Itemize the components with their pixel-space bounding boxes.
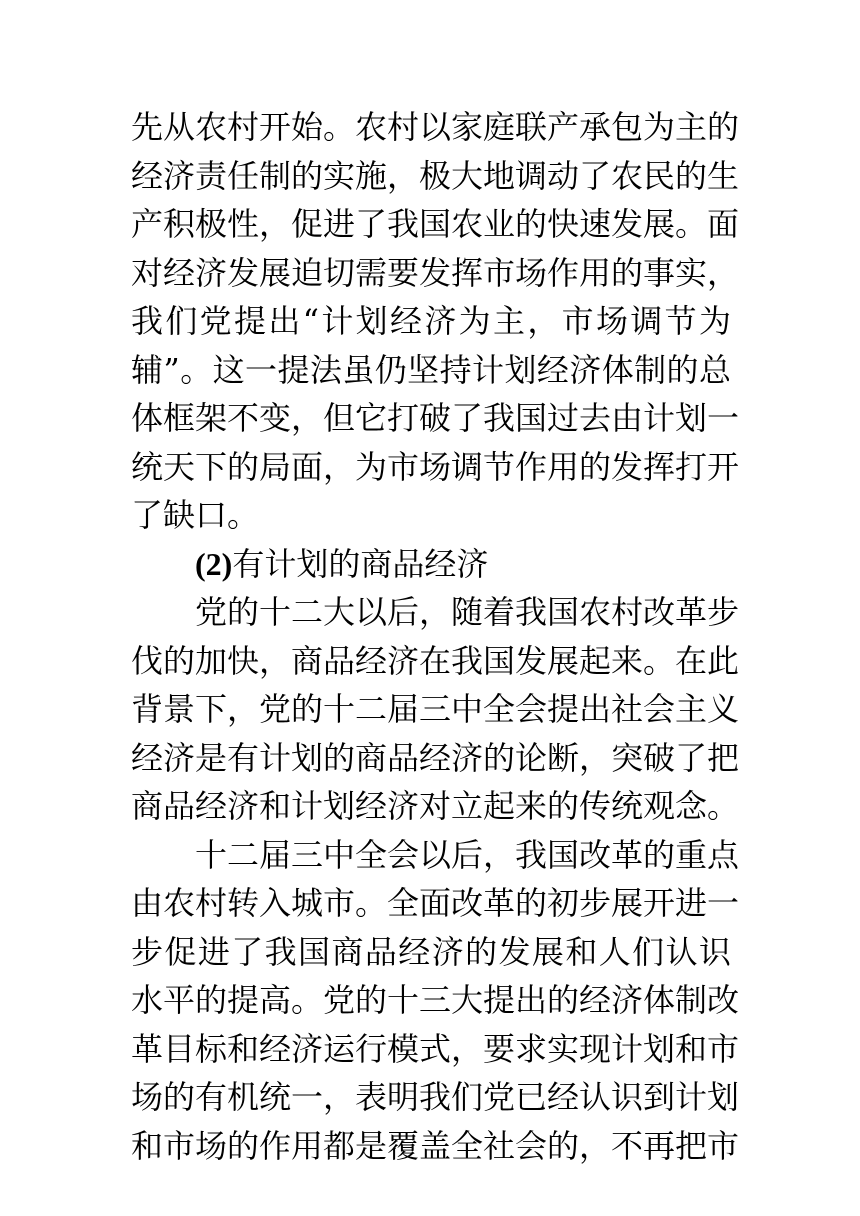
text-line: 了缺口。 [131, 496, 260, 534]
text-line: 步促进了我国商品经济的发展和人们认识 [131, 932, 731, 971]
text-line: 我们党提出“计划经济为主，市场调节为 [131, 302, 731, 340]
text-line: 场的有机统一，表明我们党已经认识到计划 [131, 1078, 740, 1116]
section-heading-number: (2) [195, 545, 233, 582]
text-line: 水平的提高。党的十三大提出的经济体制改 [131, 981, 740, 1019]
section-heading [131, 540, 731, 589]
text-line: 背景下，党的十二届三中全会提出社会主义 [131, 690, 740, 728]
text-line: 十二届三中全会以后，我国改革的重点 [195, 835, 740, 874]
text-line: 党的十二大以后，随着我国农村改革步 [195, 593, 740, 631]
text-line: 革目标和经济运行模式，要求实现计划和市 [131, 1029, 740, 1068]
text-line: 体框架不变，但它打破了我国过去由计划一 [131, 399, 740, 437]
text-line: 对经济发展迫切需要发挥市场作用的事实， [131, 253, 740, 292]
text-line: 由农村转入城市。全面改革的初步展开进一 [131, 884, 740, 922]
text-line: 经济是有计划的商品经济的论断，突破了把 [131, 738, 740, 777]
text-line: 先从农村开始。农村以家庭联产承包为主的 [131, 108, 740, 146]
text-line: 辅”。这一提法虽仍坚持计划经济体制的总 [131, 350, 731, 389]
text-line: 商品经济和计划经济对立起来的传统观念。 [131, 787, 740, 825]
text-line: 产积极性，促进了我国农业的快速发展。面 [131, 205, 740, 243]
text-line: 统天下的局面，为市场调节作用的发挥打开 [131, 447, 740, 486]
section-heading-text: 有计划的商品经济 [232, 544, 489, 583]
text-line: 经济责任制的实施，极大地调动了农民的生 [131, 156, 740, 195]
body-text [131, 103, 740, 1170]
text-line: 和市场的作用都是覆盖全社会的，不再把市 [131, 1126, 740, 1165]
text-line: 伐的加快，商品经济在我国发展起来。在此 [131, 641, 740, 680]
